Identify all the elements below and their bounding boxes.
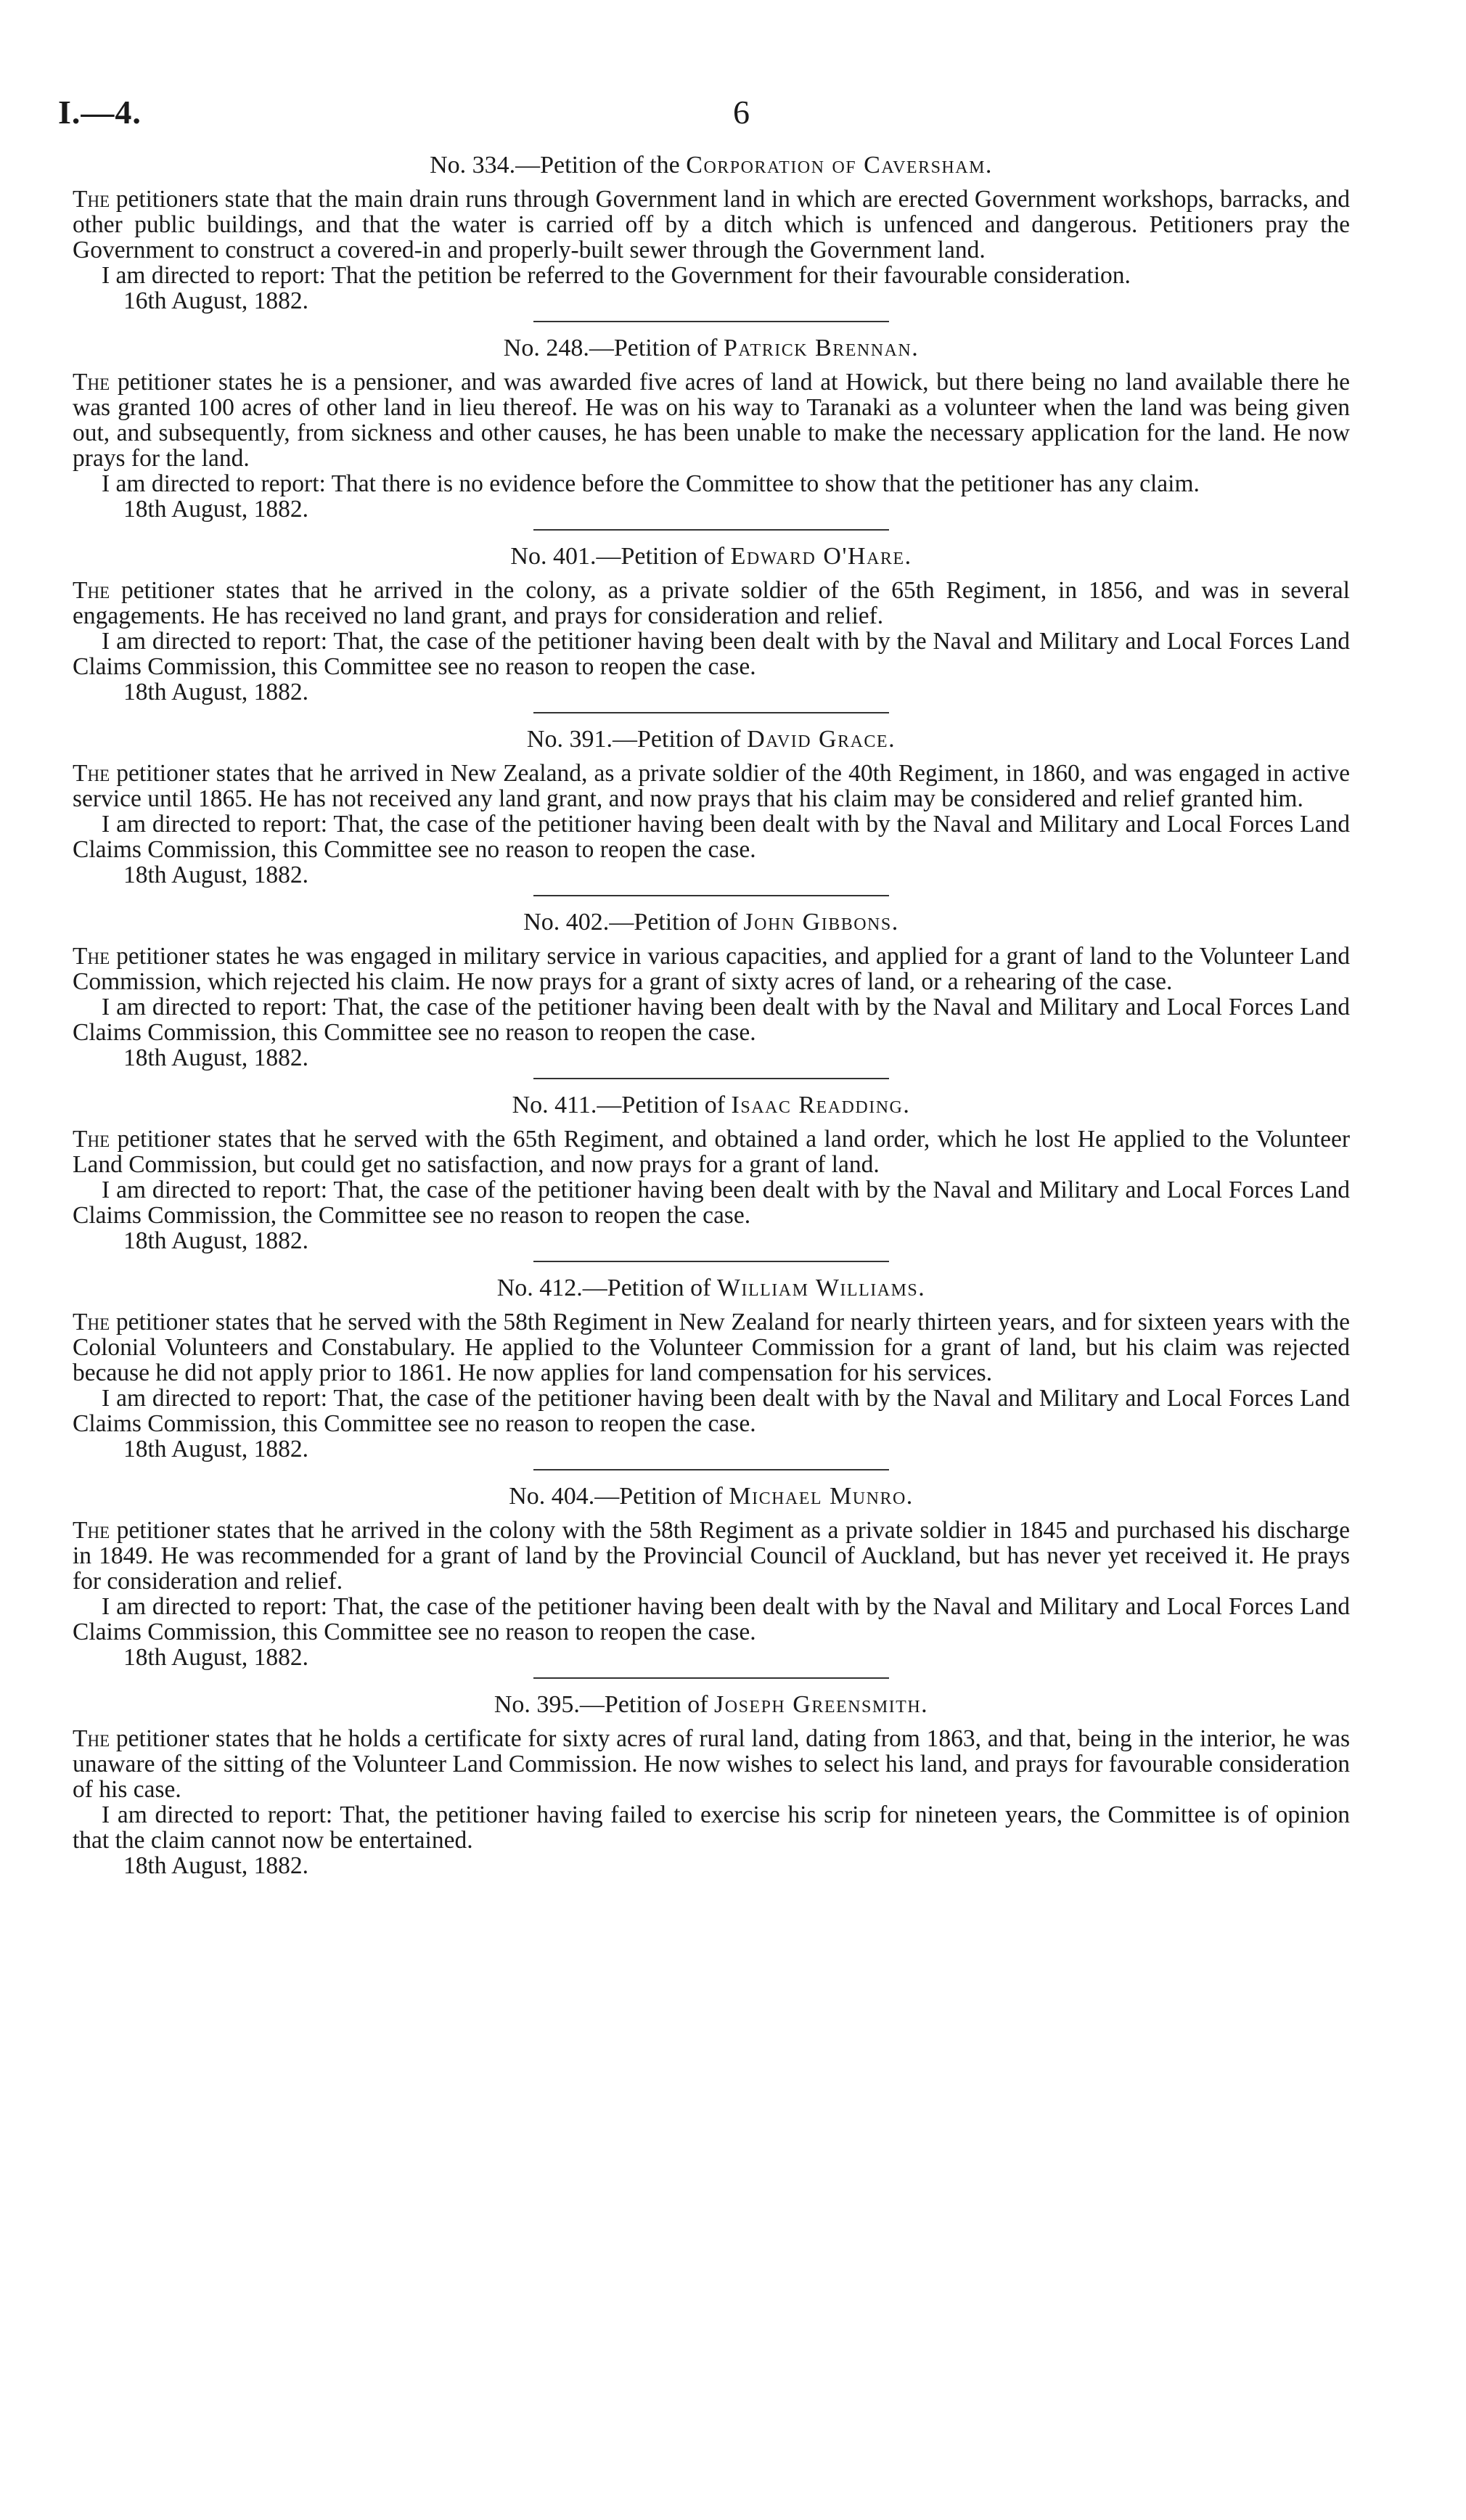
petition-heading — [73, 1275, 1350, 1301]
petition-number: No. 395. — [494, 1691, 580, 1718]
petition-heading-prefix: —Petition of — [579, 1691, 715, 1718]
petition-number: No. 401. — [510, 543, 597, 570]
page-number: 6 — [733, 94, 750, 131]
petitioner-name: David Grace. — [747, 726, 896, 753]
petition-text: petitioner states that he holds a certificate for sixty acres of rural land, dating from 1863, and that, being in the interior, he was unaware of the sitting of the Volunteer Land Commission. He now wishes to select his land, and prays for favourable consideration of his case. — [73, 1725, 1350, 1803]
petition-text: petitioner states that he arrived in New Zealand, as a private soldier of the 40th Regiment, in 1860, and was engaged in active service until 1865. He has not received any land grant, and now prays that his claim may be considered and relief granted him. — [73, 760, 1350, 812]
petition-heading — [73, 909, 1350, 935]
committee-report: I am directed to report: That, the case of the petitioner having been dealt with by the Naval and Military and Local Forces Land Claims Commission, this Committee see no reason to reopen the case. — [73, 628, 1350, 680]
section-divider — [533, 712, 889, 713]
petition-number: No. 402. — [523, 909, 610, 936]
petition-heading-prefix: —Petition of — [612, 726, 748, 753]
report-date: 18th August, 1882. — [123, 1436, 308, 1462]
section-divider — [533, 321, 889, 322]
report-date: 18th August, 1882. — [123, 679, 308, 705]
committee-report: I am directed to report: That, the case of the petitioner having been dealt with by the Naval and Military and Local Forces Land Claims Commission, the Committee see no reason to reopen the case. — [73, 1177, 1350, 1229]
section-divider — [533, 895, 889, 896]
committee-report: I am directed to report: That, the case of the petitioner having been dealt with by the Naval and Military and Local Forces Land Claims Commission, this Committee see no reason to reopen the case. — [73, 1385, 1350, 1437]
petition-heading-prefix: —Petition of the — [515, 152, 687, 179]
petition-section — [73, 727, 1350, 896]
petition-body — [73, 1126, 1350, 1177]
petition-lead-word: The — [73, 1517, 110, 1544]
petition-body — [73, 1726, 1350, 1802]
petition-heading — [73, 727, 1350, 752]
petition-lead-word: The — [73, 1309, 110, 1335]
committee-report: I am directed to report: That there is no evidence before the Committee to show that the petitioner has any claim. — [102, 470, 1200, 497]
petition-lead-word: The — [73, 186, 110, 213]
petition-lead-word: The — [73, 369, 110, 396]
report-date: 18th August, 1882. — [123, 496, 308, 523]
report-date: 18th August, 1882. — [123, 862, 308, 888]
petition-text: petitioner states that he served with the 65th Regiment, and obtained a land order, which he lost He applied to the Volunteer Land Commission, but could get no satisfaction, and now prays for a grant of land. — [73, 1126, 1350, 1178]
committee-report: I am directed to report: That, the case of the petitioner having been dealt with by the Naval and Military and Local Forces Land Claims Commission, this Committee see no reason to reopen the case. — [73, 994, 1350, 1046]
petition-section — [73, 909, 1350, 1079]
report-date: 16th August, 1882. — [123, 287, 308, 314]
petition-section — [73, 152, 1350, 322]
petition-text: petitioner states he was engaged in military service in various capacities, and applied for a grant of land to the Volunteer Land Commission, which rejected his claim. He now prays for a grant of sixty acres of land, or a rehearing of the case. — [73, 943, 1350, 995]
petition-heading-prefix: —Petition of — [597, 1092, 732, 1118]
petition-text: petitioner states he is a pensioner, and was awarded five acres of land at Howick, but there being no land available there he was granted 100 acres of other land in lieu thereof. He was on his way to Taranaki as a volunteer when the land was being given out, and subsequently, from sickness and other causes, he has been unable to make the necessary application for the land. He now prays for the land. — [73, 369, 1350, 472]
petition-section — [73, 1275, 1350, 1470]
petition-heading — [73, 1692, 1350, 1717]
section-divider — [533, 1469, 889, 1470]
petitioner-name: Isaac Readding. — [731, 1092, 911, 1118]
petition-number: No. 248. — [503, 335, 589, 361]
petition-lead-word: The — [73, 760, 110, 787]
petitioner-name: Patrick Brennan. — [723, 335, 920, 361]
petition-heading-prefix: —Petition of — [589, 335, 724, 361]
petition-heading-prefix: —Petition of — [594, 1483, 729, 1510]
petition-section — [73, 1092, 1350, 1262]
series-label: I.—4. — [58, 94, 142, 131]
committee-report: I am directed to report: That, the case of the petitioner having been dealt with by the Naval and Military and Local Forces Land Claims Commission, this Committee see no reason to reopen the case. — [73, 811, 1350, 863]
petition-number: No. 334. — [430, 152, 516, 179]
petition-text: petitioner states that he arrived in the colony with the 58th Regiment as a private soldier in 1845 and purchased his discharge in 1849. He was recommended for a grant of land by the Provincial Council of Auckland, but has never yet received it. He prays for consideration and relief. — [73, 1517, 1350, 1595]
petition-section — [73, 1692, 1350, 1878]
petitioner-name: Corporation of Caversham. — [686, 152, 993, 179]
petitioner-name: Joseph Greensmith. — [714, 1691, 929, 1718]
petition-heading — [73, 1484, 1350, 1509]
petition-heading — [73, 152, 1350, 178]
petition-number: No. 391. — [526, 726, 613, 753]
petition-number: No. 412. — [496, 1275, 583, 1301]
report-date: 18th August, 1882. — [123, 1044, 308, 1071]
petition-body — [73, 578, 1350, 629]
petition-body — [73, 187, 1350, 263]
petitioner-name: Edward O'Hare. — [730, 543, 912, 570]
section-divider — [533, 1677, 889, 1679]
petition-text: petitioners state that the main drain runs through Government land in which are erected Government workshops, barracks, and other public buildings, and that the water is carried off by a ditch which is unfenced and dangerous. Petitioners pray the Government to construct a covered-in and properly-built sewer through the Government land. — [73, 186, 1350, 263]
petition-heading — [73, 1092, 1350, 1118]
section-divider — [533, 529, 889, 531]
petition-body — [73, 1309, 1350, 1386]
petition-heading-prefix: —Petition of — [596, 543, 731, 570]
petition-lead-word: The — [73, 1126, 110, 1153]
petition-lead-word: The — [73, 943, 110, 970]
petitioner-name: Michael Munro. — [729, 1483, 914, 1510]
report-date: 18th August, 1882. — [123, 1852, 308, 1879]
committee-report: I am directed to report: That, the case of the petitioner having been dealt with by the Naval and Military and Local Forces Land Claims Commission, this Committee see no reason to reopen the case. — [73, 1593, 1350, 1645]
petition-number: No. 411. — [512, 1092, 597, 1118]
petition-section — [73, 544, 1350, 713]
section-divider — [533, 1078, 889, 1079]
petition-lead-word: The — [73, 1725, 110, 1752]
petition-text: petitioner states that he served with the 58th Regiment in New Zealand for nearly thirteen years, and for sixteen years with the Colonial Volunteers and Constabulary. He applied to the Volunteer Commission for a grant of land, but his claim was rejected because he did not apply prior to 1861. He now applies for land compensation for his services. — [73, 1309, 1350, 1386]
petition-heading-prefix: —Petition of — [582, 1275, 717, 1301]
committee-report: I am directed to report: That, the petitioner having failed to exercise his scrip for nineteen years, the Committee is of opinion that the claim cannot now be entertained. — [73, 1801, 1350, 1854]
petition-number: No. 404. — [509, 1483, 595, 1510]
petitioner-name: William Williams. — [716, 1275, 926, 1301]
petition-heading — [73, 544, 1350, 569]
petition-body — [73, 944, 1350, 994]
document-page — [58, 0, 1350, 1879]
petition-text: petitioner states that he arrived in the colony, as a private soldier of the 65th Regiment, in 1856, and was in several engagements. He has received no land grant, and prays for consideration and relief. — [73, 577, 1350, 629]
report-date: 18th August, 1882. — [123, 1644, 308, 1671]
petition-heading-prefix: —Petition of — [609, 909, 744, 936]
petition-heading — [73, 335, 1350, 361]
report-date: 18th August, 1882. — [123, 1227, 308, 1254]
page-header — [58, 0, 1350, 152]
petition-lead-word: The — [73, 577, 110, 604]
petition-body — [73, 761, 1350, 811]
petitioner-name: John Gibbons. — [743, 909, 899, 936]
committee-report: I am directed to report: That the petition be referred to the Government for their favourable consideration. — [102, 262, 1131, 289]
petition-section — [73, 1484, 1350, 1679]
petition-body — [73, 1518, 1350, 1594]
section-divider — [533, 1261, 889, 1262]
petition-section — [73, 335, 1350, 531]
petition-body — [73, 369, 1350, 471]
